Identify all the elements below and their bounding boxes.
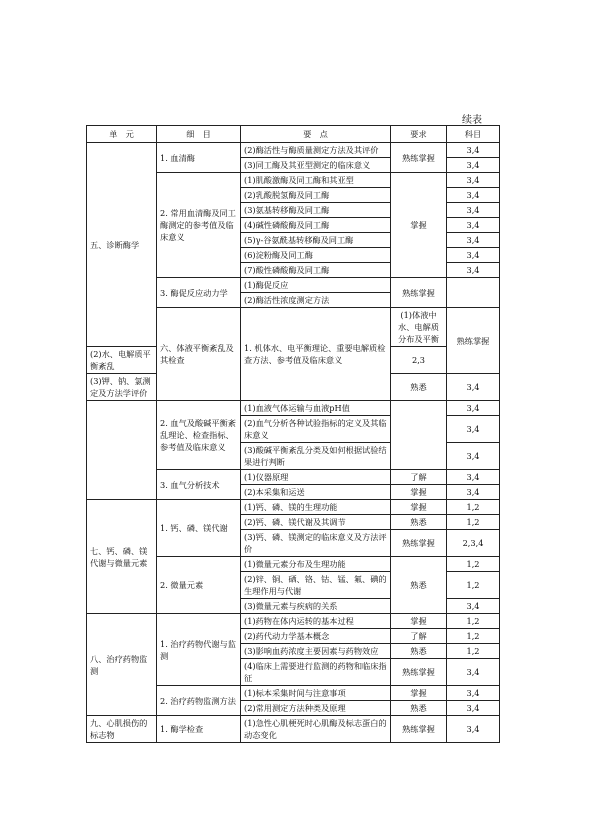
point-cell: (2)酶活性与酶质量测定方法及其评价: [241, 143, 391, 158]
item-cell: 2. 治疗药物监测方法: [157, 686, 241, 716]
requirement-cell: (1)体液中水、电解质分布及平衡: [391, 308, 447, 347]
point-cell: (2)本采集和运送: [241, 485, 391, 500]
requirement-cell: 熟悉: [391, 644, 447, 659]
subject-cell: 3,4: [447, 599, 500, 614]
header-requirement: 要求: [391, 126, 447, 143]
subject-cell: 3,4: [447, 416, 500, 443]
subject-cell: 3,4: [447, 401, 500, 416]
header-point: 要 点: [241, 126, 391, 143]
subject-cell: 1,2: [447, 572, 500, 599]
subject-cell: 1,2: [447, 629, 500, 644]
table-body: [87, 143, 500, 743]
requirement-cell: 熟悉: [391, 701, 447, 716]
table-row: [87, 500, 500, 515]
point-cell: (1)急性心肌梗死时心肌酶及标志蛋白的动态变化: [241, 716, 391, 743]
item-cell: 1. 酶学检查: [157, 716, 241, 743]
subject-cell: 3,4: [447, 374, 500, 401]
header-unit: 单 元: [87, 126, 157, 143]
item-cell: 3. 血气分析技术: [157, 470, 241, 500]
subject-cell: 1,2: [447, 557, 500, 572]
requirement-cell: 熟练掌握: [391, 659, 447, 686]
subject-cell: 3,4: [447, 686, 500, 701]
subject-cell: 3,4: [447, 716, 500, 743]
subject-cell: 1,2: [447, 614, 500, 629]
point-cell: 1. 机体水、电平衡理论、重要电解质检查方法、参考值及临床意义: [241, 308, 391, 401]
point-cell: (2)乳酸脱氢酶及同工酶: [241, 188, 391, 203]
subject-cell: 3,4: [447, 188, 500, 203]
point-cell: (3)微量元素与疾病的关系: [241, 599, 391, 614]
requirement-cell: [391, 401, 447, 470]
requirement-cell: 熟练掌握: [391, 143, 447, 173]
item-cell: 1. 治疗药物代谢与监测: [157, 614, 241, 686]
item-cell: 1. 钙、磷、镁代谢: [157, 500, 241, 557]
item-cell: 2. 血气及酸碱平衡紊乱理论、检查指标、参考值及临床意义: [157, 401, 241, 470]
syllabus-table: [86, 125, 500, 743]
subject-cell: 3,4: [447, 143, 500, 158]
requirement-cell: 掌握: [391, 500, 447, 515]
subject-cell: 3,4: [447, 659, 500, 686]
unit-cell: 八、治疗药物监测: [87, 614, 157, 716]
item-cell: 3. 酶促反应动力学: [157, 278, 241, 308]
point-cell: (5)γ-谷氨酰基转移酶及同工酶: [241, 233, 391, 248]
requirement-cell: 熟练掌握: [391, 716, 447, 743]
point-cell: (3)钙、磷、镁测定的临床意义及方法评价: [241, 530, 391, 557]
requirement-cell: 熟练掌握: [391, 530, 447, 557]
subject-cell: 3,4: [447, 158, 500, 173]
subject-cell: 熟练掌握: [447, 308, 500, 374]
point-cell: (1)仪器原理: [241, 470, 391, 485]
subject-cell: 3,4: [447, 470, 500, 485]
unit-cell: (2)水、电解质平衡紊乱: [87, 347, 157, 374]
subject-cell: 3,4: [447, 203, 500, 218]
requirement-cell: 熟悉: [391, 557, 447, 614]
requirement-cell: 2,3: [391, 347, 447, 374]
item-cell: 2. 微量元素: [157, 557, 241, 614]
point-cell: (2)血气分析各种试验指标的定义及其临床意义: [241, 416, 391, 443]
subject-cell: 3,4: [447, 218, 500, 233]
table-row: [87, 716, 500, 743]
point-cell: (4)碱性磷酸酶及同工酶: [241, 218, 391, 233]
point-cell: (1)药物在体内运转的基本过程: [241, 614, 391, 629]
point-cell: (6)淀粉酶及同工酶: [241, 248, 391, 263]
subject-cell: 3,4: [447, 701, 500, 716]
requirement-cell: 了解: [391, 629, 447, 644]
item-cell: 六、体液平衡紊乱及其检查: [157, 308, 241, 401]
point-cell: (3)酸碱平衡紊乱分类及如何根据试验结果进行判断: [241, 443, 391, 470]
item-cell: 2. 常用血清酶及同工酶测定的参考值及临床意义: [157, 173, 241, 278]
unit-cell: 七、钙、磷、镁代谢与微量元素: [87, 500, 157, 614]
item-cell: 1. 血清酶: [157, 143, 241, 173]
point-cell: (4)临床上需要进行监测的药物和临床指征: [241, 659, 391, 686]
unit-cell: [87, 401, 157, 500]
subject-cell: 2,3,4: [447, 530, 500, 557]
point-cell: (1)血液气体运输与血液pH值: [241, 401, 391, 416]
continued-table-label: 续表: [462, 115, 482, 126]
requirement-cell: 熟悉: [391, 515, 447, 530]
point-cell: (3)氨基转移酶及同工酶: [241, 203, 391, 218]
point-cell: (1)酶促反应: [241, 278, 391, 293]
subject-cell: 1,2: [447, 515, 500, 530]
subject-cell: 3,4: [447, 233, 500, 248]
point-cell: (2)常用测定方法种类及原理: [241, 701, 391, 716]
subject-cell: 3,4: [447, 485, 500, 500]
point-cell: (2)酶活性浓度测定方法: [241, 293, 391, 308]
point-cell: (1)微量元素分布及生理功能: [241, 557, 391, 572]
table-header-row: [87, 126, 500, 143]
requirement-cell: 了解: [391, 470, 447, 485]
point-cell: (1)钙、磷、镁的生理功能: [241, 500, 391, 515]
requirement-cell: 掌握: [391, 614, 447, 629]
subject-cell: 3,4: [447, 443, 500, 470]
subject-cell: 3,4: [447, 173, 500, 188]
unit-cell: (3)钾、钠、氯测定及方法学评价: [87, 374, 157, 401]
requirement-cell: 掌握: [391, 485, 447, 500]
point-cell: (2)药代动力学基本概念: [241, 629, 391, 644]
point-cell: (7)酸性磷酸酶及同工酶: [241, 263, 391, 278]
subject-cell: 1,2: [447, 500, 500, 515]
requirement-cell: 掌握: [391, 173, 447, 278]
header-subject: 科目: [447, 126, 500, 143]
point-cell: (3)影响血药浓度主要因素与药物效应: [241, 644, 391, 659]
header-item: 细 目: [157, 126, 241, 143]
table-row: [87, 614, 500, 629]
subject-cell: 1,2: [447, 644, 500, 659]
unit-cell: 五、诊断酶学: [87, 143, 157, 347]
subject-cell: 3,4: [447, 263, 500, 278]
requirement-cell: 熟练掌握: [391, 278, 447, 308]
requirement-cell: 熟悉: [391, 374, 447, 401]
point-cell: (2)钙、磷、镁代谢及其调节: [241, 515, 391, 530]
unit-cell: 九、心肌损伤的标志物: [87, 716, 157, 743]
point-cell: (2)锌、铜、硒、铬、钴、锰、氟、碘的生理作用与代谢: [241, 572, 391, 599]
subject-cell: [447, 278, 500, 308]
table-row: [87, 143, 500, 158]
point-cell: (1)肌酸激酶及同工酶和其亚型: [241, 173, 391, 188]
point-cell: (1)标本采集时间与注意事项: [241, 686, 391, 701]
requirement-cell: 掌握: [391, 686, 447, 701]
table-row: [87, 401, 500, 416]
point-cell: (3)同工酶及其亚型测定的临床意义: [241, 158, 391, 173]
subject-cell: 3,4: [447, 248, 500, 263]
